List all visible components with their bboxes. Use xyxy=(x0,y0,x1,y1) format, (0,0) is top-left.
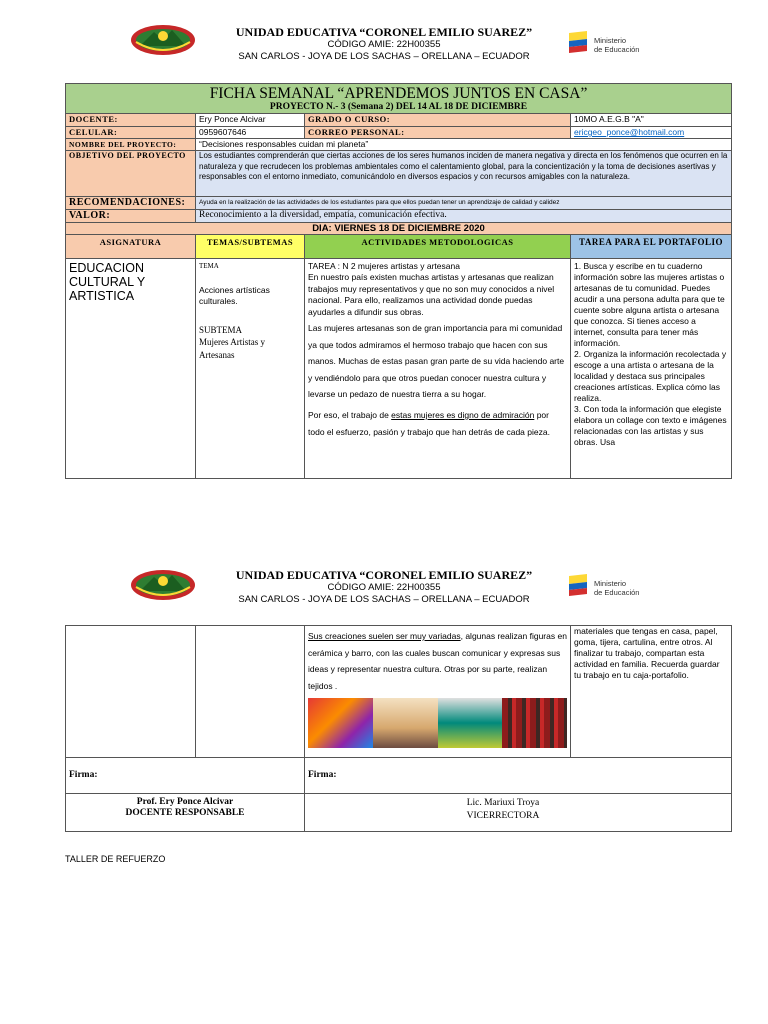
amie-code: CÓDIGO AMIE: 22H00355 xyxy=(327,39,441,50)
crafts-image-3 xyxy=(438,698,503,748)
tema-label: TEMA xyxy=(199,262,219,270)
col-temas: TEMAS/SUBTEMAS xyxy=(196,235,305,259)
actividad-p3: Por eso, el trabajo de estas mujeres es digno de admiración por todo el esfuerzo, pasión y trabajo que han detrás de cada pieza. xyxy=(308,409,550,437)
school-name: UNIDAD EDUCATIVA “CORONEL EMILIO SUAREZ” xyxy=(235,25,533,39)
ministry-label: Ministerio de Educación xyxy=(594,579,640,597)
docente-value: Ery Ponce Alcivar xyxy=(196,114,305,127)
recomendaciones-label: RECOMENDACIONES: xyxy=(66,197,196,210)
sheet-subtitle: PROYECTO N.- 3 (Semana 2) DEL 14 AL 18 DE DICIEMBRE xyxy=(269,102,528,112)
ecuador-flag-icon xyxy=(567,29,589,53)
tarea-item-3: 3. Con toda la información que elegiste elabora un collage con texto e imágenes relacionadas con las artistas y sus obras. Usa xyxy=(574,404,727,447)
actividades-cell xyxy=(305,259,571,479)
empty-temas-cell xyxy=(196,626,305,758)
proyecto-label: NOMBRE DEL PROYECTO: xyxy=(66,139,196,151)
col-actividades: ACTIVIDADES METODOLOGICAS xyxy=(305,235,571,259)
docente-label: DOCENTE: xyxy=(66,114,196,127)
actividad-p4: Sus creaciones suelen ser muy variadas, algunas realizan figuras en cerámica y barro, con las cuales buscan comunicar y expresas sus ideas y representar nuestra cultura. Otras por su parte, realizan tejidos . xyxy=(308,631,567,691)
weekly-sheet-table xyxy=(65,83,732,479)
vice-signature-cell xyxy=(305,794,732,832)
empty-asignatura-cell xyxy=(66,626,196,758)
vice-name: Lic. Mariuxi Troya xyxy=(466,798,540,808)
valor-value: Reconocimiento a la diversidad, empatía, comunicación efectiva. xyxy=(196,210,732,223)
crafts-photo-strip xyxy=(308,698,567,748)
crafts-image-1 xyxy=(308,698,373,748)
actividad-p2: Las mujeres artesanas son de gran importancia para mi comunidad ya que todos admiramos el hermoso trabajo que hacen con sus manos. Muchas de estas pasan gran parte de su vida haciendo arte y vendiéndolo para que otros puedan conocer nuestra cultura y levarse un pedazo de nuestra tierra a su hogar. xyxy=(308,323,565,400)
grado-label: GRADO O CURSO: xyxy=(305,114,571,127)
correo-cell xyxy=(571,127,732,139)
tema-value: Acciones artísticas culturales. xyxy=(199,285,270,306)
grado-value: 10MO A.E.G.B "A" xyxy=(571,114,732,127)
col-tarea: TAREA PARA EL PORTAFOLIO xyxy=(571,235,732,259)
actividad-p1: En nuestro país existen muchas artistas y artesanas que realizan trabajos muy representativos y que no son muy conocidos a nivel nacional. Para ello, realizamos una actividad donde puedas ayudarles a difundir sus obras. xyxy=(308,272,555,317)
recomendaciones-value: Ayuda en la realización de las actividades de los estudiantes para que ellos puedan tener un aprendizaje de calidad y calidez xyxy=(196,197,732,210)
crafts-image-4 xyxy=(502,698,567,748)
email-link[interactable]: ericgeo_ponce@hotmail.com xyxy=(574,127,685,137)
subtema-label: SUBTEMA xyxy=(199,325,243,335)
valor-label: VALOR: xyxy=(66,210,196,223)
school-name: UNIDAD EDUCATIVA “CORONEL EMILIO SUAREZ” xyxy=(235,568,533,582)
celular-label: CELULAR: xyxy=(66,127,196,139)
objetivo-label: OBJETIVO DEL PROYECTO xyxy=(66,151,196,197)
amie-code: CÓDIGO AMIE: 22H00355 xyxy=(327,582,441,593)
actividad-title: TAREA : N 2 mujeres artistas y artesana xyxy=(308,261,460,271)
temas-cell xyxy=(196,259,305,479)
school-location: SAN CARLOS - JOYA DE LOS SACHAS – ORELLANA – ECUADOR xyxy=(238,51,530,62)
docente-name: Prof. Ery Ponce Alcivar xyxy=(136,797,234,807)
actividades-cont-cell xyxy=(305,626,571,758)
docente-role: DOCENTE RESPONSABLE xyxy=(125,808,245,818)
proyecto-value: “Decisiones responsables cuidan mi planeta” xyxy=(196,139,732,151)
firma-right-cell: Firma: xyxy=(305,758,732,794)
celular-value: 0959607646 xyxy=(196,127,305,139)
tarea-cont-cell: materiales que tengas en casa, papel, goma, tijera, cartulina, entre otros. Al finalizar tu trabajo, compartan esta actividad en familia. Recuerda guardar tu trabajo en tu caja-portafolio. xyxy=(571,626,732,758)
tarea-cell xyxy=(571,259,732,479)
sheet-title-cell xyxy=(66,84,732,114)
refuerzo-label: TALLER DE REFUERZO xyxy=(65,854,166,864)
sheet-title: FICHA SEMANAL “APRENDEMOS JUNTOS EN CASA” xyxy=(209,85,588,102)
school-location: SAN CARLOS - JOYA DE LOS SACHAS – ORELLANA – ECUADOR xyxy=(238,594,530,605)
correo-label: CORREO PERSONAL: xyxy=(305,127,571,139)
tarea-item-2: 2. Organiza la información recolectada y escoge a una artista o artesana de la localidad y destaca sus principales creaciones artísticas. Explica cómo las realiza. xyxy=(574,349,727,403)
asignatura-value: EDUCACION CULTURAL Y ARTISTICA xyxy=(66,259,196,479)
firma-left-cell: Firma: xyxy=(66,758,305,794)
subtema-value: Mujeres Artistas y Artesanas xyxy=(199,337,265,360)
tarea-item-1: 1. Busca y escribe en tu cuaderno información sobre las mujeres artistas o artesanas de tu comunidad. Puedes acudir a una persona adulta para que te cuente sobre alguna artista o artesana que conozca. Si tienes acceso a internet, consulta para tener más información. xyxy=(574,261,725,348)
docente-signature-cell xyxy=(66,794,305,832)
day-row: DIA: VIERNES 18 DE DICIEMBRE 2020 xyxy=(66,223,732,235)
vice-role: VICERRECTORA xyxy=(466,811,540,821)
objetivo-value: Los estudiantes comprenderán que ciertas acciones de los seres humanos inciden de manera negativa y directa en los fenómenos que ocurren en la naturaleza y que recrudecen los problemas ambientales como el calentamiento global, para la concientización y la toma de decisiones asertivas y responsables con el entorno inmediato, comunicándolo en diversos espacios y con recursos amigables con la naturaleza. xyxy=(196,151,732,197)
col-asignatura: ASIGNATURA xyxy=(66,235,196,259)
ecuador-flag-icon xyxy=(567,572,589,596)
ministry-label: Ministerio de Educación xyxy=(594,36,640,54)
crafts-image-2 xyxy=(373,698,438,748)
continuation-table xyxy=(65,625,732,832)
